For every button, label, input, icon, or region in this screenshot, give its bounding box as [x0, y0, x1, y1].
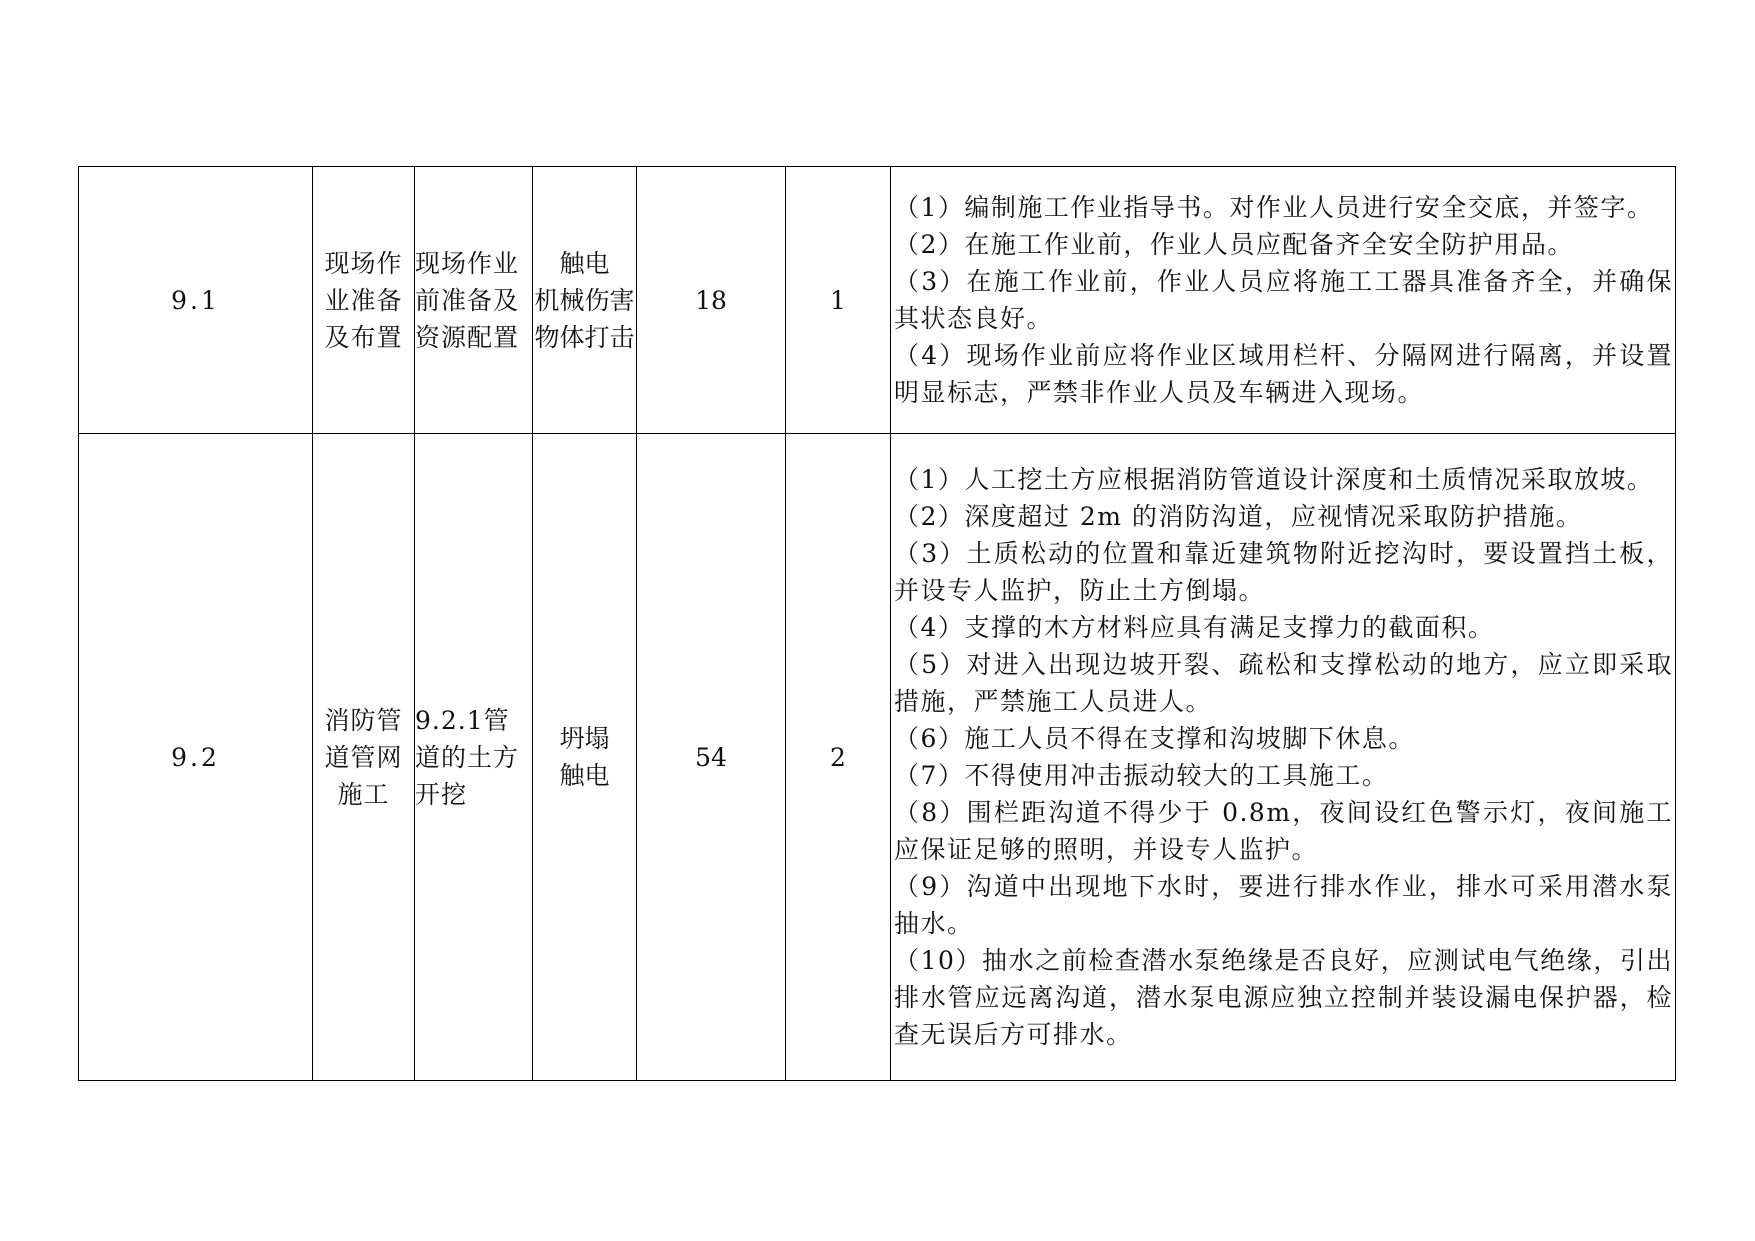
measure-item: （3）土质松动的位置和靠近建筑物附近挖沟时，要设置挡土板，并设专人监护，防止土方倒塌。 [894, 539, 1673, 605]
process-name: 现场作业准备及布置 [313, 167, 415, 434]
row-number: 9.2 [79, 434, 313, 1081]
measure-item: （6）施工人员不得在支撑和沟坡脚下休息。 [894, 724, 1415, 753]
hazard-list [533, 434, 637, 1081]
hazard-item: 物体打击 [534, 322, 635, 352]
measure-item: （4）支撑的木方材料应具有满足支撑力的截面积。 [894, 613, 1495, 642]
measure-item: （5）对进入出现边坡开裂、疏松和支撑松动的地方，应立即采取措施，严禁施工人员进人。 [894, 650, 1673, 716]
row-number: 9.1 [79, 167, 313, 434]
activity-name: 现场作业前准备及资源配置 [415, 167, 533, 434]
risk-level: 2 [786, 434, 891, 1081]
measure-item: （7）不得使用冲击振动较大的工具施工。 [894, 761, 1389, 790]
risk-score: 18 [637, 167, 786, 434]
measure-item: （3）在施工作业前，作业人员应将施工工器具准备齐全，并确保其状态良好。 [894, 267, 1673, 333]
activity-name: 9.2.1管道的土方开挖 [415, 434, 533, 1081]
table-row [79, 434, 1676, 1081]
measure-item: （1）人工挖土方应根据消防管道设计深度和土质情况采取放坡。 [894, 465, 1654, 494]
risk-score: 54 [637, 434, 786, 1081]
control-measures [891, 434, 1676, 1081]
hazard-item: 机械伤害 [534, 285, 635, 315]
hazard-item: 触电 [559, 761, 610, 790]
control-measures [891, 167, 1676, 434]
measure-item: （8）围栏距沟道不得少于 0.8m，夜间设红色警示灯，夜间施工应保证足够的照明，并设专人监护。 [894, 798, 1673, 864]
measure-item: （2）在施工作业前，作业人员应配备齐全安全防护用品。 [894, 230, 1574, 259]
hazard-item: 坍塌 [559, 724, 610, 753]
table-row [79, 167, 1676, 434]
process-name: 消防管道管网施工 [313, 434, 415, 1081]
measure-item: （1）编制施工作业指导书。对作业人员进行安全交底，并签字。 [894, 193, 1654, 222]
measure-item: （2）深度超过 2m 的消防沟道，应视情况采取防护措施。 [894, 502, 1583, 531]
hazard-list [533, 167, 637, 434]
measure-item: （9）沟道中出现地下水时，要进行排水作业，排水可采用潜水泵抽水。 [894, 872, 1673, 938]
hazard-item: 触电 [559, 248, 610, 278]
safety-measures-table [78, 166, 1676, 1081]
measure-item: （10）抽水之前检查潜水泵绝缘是否良好，应测试电气绝缘，引出排水管应远离沟道，潜水泵电源应独立控制并装设漏电保护器，检查无误后方可排水。 [894, 946, 1673, 1049]
measure-item: （4）现场作业前应将作业区域用栏杆、分隔网进行隔离，并设置明显标志，严禁非作业人员及车辆进入现场。 [894, 341, 1673, 407]
risk-level: 1 [786, 167, 891, 434]
